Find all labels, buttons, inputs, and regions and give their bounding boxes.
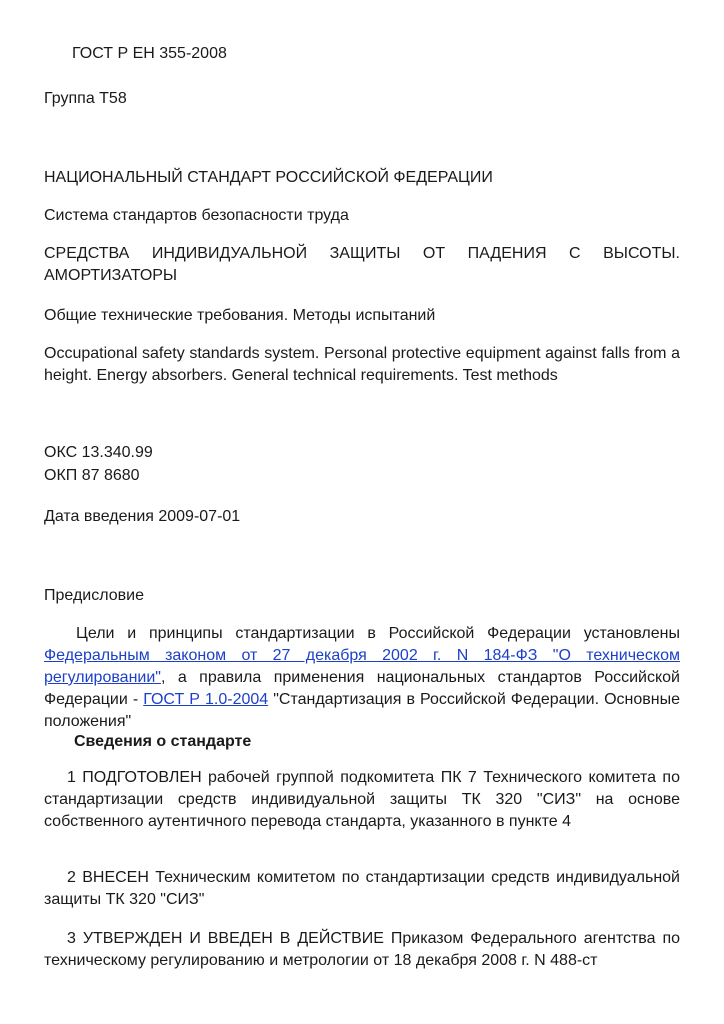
- info-item-2: 2 ВНЕСЕН Техническим комитетом по стандартизации средств индивидуальной защиты ТК 320 "СИЗ": [44, 869, 680, 908]
- okp-code: ОКП 87 8680: [44, 467, 140, 484]
- foreword-text-after: "Стандартизация в Российской Федерации. Основные положения": [44, 691, 680, 730]
- foreword-text-middle: , а правила применения национальных стандартов Российской Федерации -: [44, 669, 680, 708]
- info-item-3: 3 УТВЕРЖДЕН И ВВЕДЕН В ДЕЙСТВИЕ Приказом Федерального агентства по техническому регулированию и метрологии от 18 декабря 2008 г. N 488-ст: [44, 930, 680, 969]
- oks-code: ОКС 13.340.99: [44, 444, 153, 461]
- gost-link[interactable]: ГОСТ Р 1.0-2004: [143, 691, 269, 708]
- foreword-paragraph: [44, 623, 680, 733]
- group-code: Группа Т58: [44, 90, 127, 107]
- introduction-date: Дата введения 2009-07-01: [44, 508, 241, 525]
- document-main-title: СРЕДСТВА ИНДИВИДУАЛЬНОЙ ЗАЩИТЫ ОТ ПАДЕНИЯ С ВЫСОТЫ. АМОРТИЗАТОРЫ: [44, 245, 680, 284]
- federal-law-link[interactable]: Федеральным законом от 27 декабря 2002 г. N 184-ФЗ "О техническом регулировании": [44, 647, 680, 686]
- info-item-1: 1 ПОДГОТОВЛЕН рабочей группой подкомитета ПК 7 Технического комитета по стандартизации средств индивидуальной защиты ТК 320 "СИЗ" на основе собственного аутентичного перевода стандарта, указанного в пункте 4: [44, 769, 680, 830]
- document-subtitle: Общие технические требования. Методы испытаний: [44, 307, 436, 324]
- foreword-text-before: Цели и принципы стандартизации в Российской Федерации установлены: [76, 625, 680, 642]
- standard-number: ГОСТ Р ЕН 355-2008: [72, 45, 227, 62]
- national-standard-heading: НАЦИОНАЛЬНЫЙ СТАНДАРТ РОССИЙСКОЙ ФЕДЕРАЦИИ: [44, 169, 493, 186]
- english-title: Occupational safety standards system. Personal protective equipment against falls from a height. Energy absorbers. General technical requirements. Test methods: [44, 345, 680, 384]
- standard-info-heading: Сведения о стандарте: [74, 733, 252, 750]
- standards-system-title: Система стандартов безопасности труда: [44, 207, 349, 224]
- foreword-heading: Предисловие: [44, 587, 144, 604]
